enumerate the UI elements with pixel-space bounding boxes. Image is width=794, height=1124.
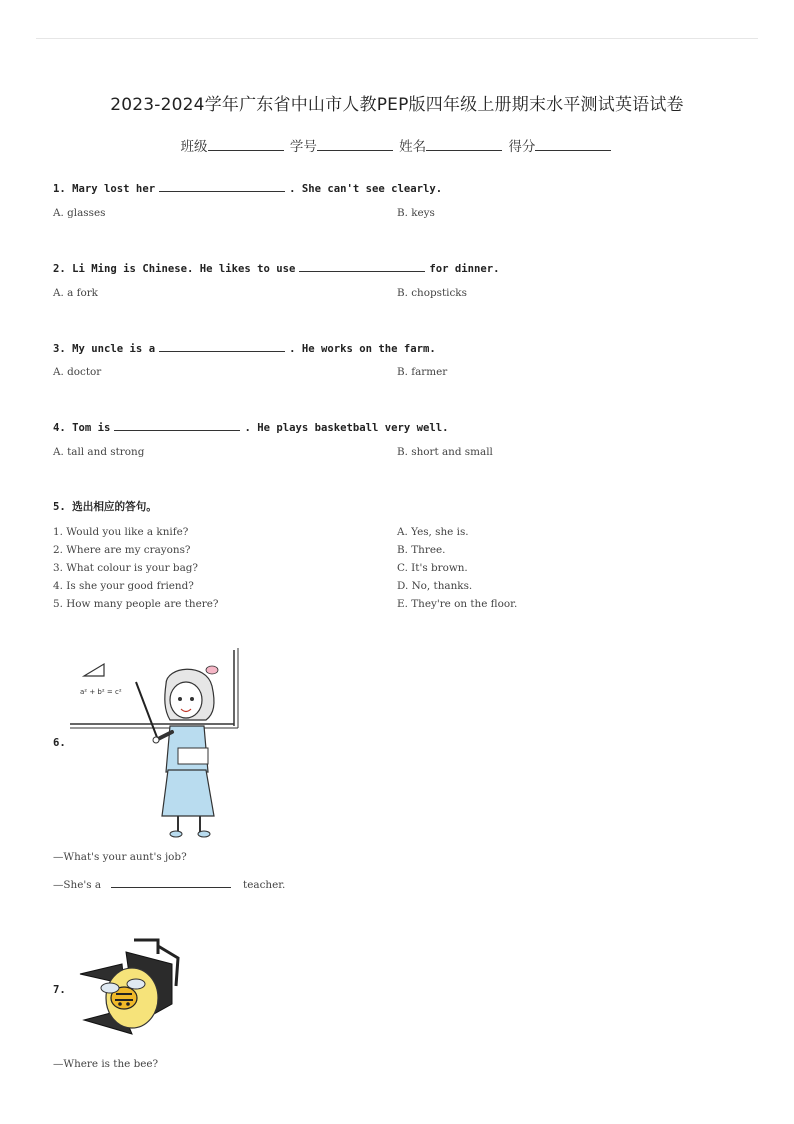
name-blank[interactable] (426, 136, 502, 151)
question-number: 2. (53, 263, 66, 275)
question-7-number: 7. (53, 984, 66, 996)
question-text-before: Mary lost her (72, 183, 156, 195)
question-number: 1. (53, 183, 66, 195)
question-number: 5. (53, 501, 66, 513)
match-left-item: 4. Is she your good friend? (53, 580, 194, 592)
question-text-after: for dinner. (429, 263, 500, 275)
option-a[interactable]: A. glasses (53, 207, 106, 219)
answer-blank[interactable] (159, 341, 285, 352)
question-2 (53, 261, 500, 275)
question-number: 4. (53, 422, 66, 434)
answer-blank[interactable] (159, 181, 285, 192)
q7-dialogue-line-1: —Where is the bee? (53, 1058, 159, 1070)
option-a[interactable]: A. tall and strong (53, 446, 145, 458)
q6-answer-blank[interactable] (111, 877, 231, 888)
q6-dialogue-line-1: —What's your aunt's job? (53, 851, 187, 863)
match-right-item: C. It's brown. (397, 562, 468, 574)
teacher-illustration (66, 644, 246, 844)
spotlight-bee-illustration (72, 934, 184, 1046)
match-right-item: B. Three. (397, 544, 446, 556)
class-blank[interactable] (208, 136, 284, 151)
class-label: 班级 (180, 139, 208, 155)
id-blank[interactable] (317, 136, 393, 151)
match-left-item: 1. Would you like a knife? (53, 526, 189, 538)
option-b[interactable]: B. farmer (397, 366, 448, 378)
q6-line2-before: —She's a (53, 879, 102, 891)
score-label: 得分 (508, 139, 536, 155)
match-right-item: E. They're on the floor. (397, 598, 518, 610)
match-right-item: D. No, thanks. (397, 580, 473, 592)
question-instruction: 选出相应的答句。 (72, 501, 157, 513)
question-text-after: . She can't see clearly. (289, 183, 443, 195)
option-a[interactable]: A. doctor (53, 366, 102, 378)
option-b[interactable]: B. short and small (397, 446, 493, 458)
student-info-row (0, 135, 794, 155)
q6-dialogue-line-2 (53, 877, 285, 891)
question-6-number: 6. (53, 737, 66, 749)
match-left-item: 5. How many people are there? (53, 598, 219, 610)
option-b[interactable]: B. keys (397, 207, 435, 219)
score-blank[interactable] (535, 136, 611, 151)
question-1 (53, 181, 442, 195)
question-text-after: . He works on the farm. (289, 343, 436, 355)
question-4 (53, 420, 449, 434)
top-divider (36, 38, 758, 39)
question-number: 3. (53, 343, 66, 355)
board-formula: a² + b² = c² (80, 688, 122, 696)
question-3 (53, 341, 436, 355)
answer-blank[interactable] (299, 261, 425, 272)
question-text-before: My uncle is a (72, 343, 156, 355)
option-a[interactable]: A. a fork (53, 287, 98, 299)
q6-line2-after: teacher. (243, 879, 286, 891)
question-text-before: Tom is (72, 422, 111, 434)
question-text-before: Li Ming is Chinese. He likes to use (72, 263, 296, 275)
match-left-item: 3. What colour is your bag? (53, 562, 198, 574)
id-label: 学号 (289, 139, 317, 155)
match-left-item: 2. Where are my crayons? (53, 544, 191, 556)
question-5 (53, 499, 157, 514)
page-title: 2023-2024学年广东省中山市人教PEP版四年级上册期末水平测试英语试卷 (110, 95, 684, 115)
question-text-after: . He plays basketball very well. (244, 422, 449, 434)
name-label: 姓名 (399, 139, 427, 155)
match-right-item: A. Yes, she is. (397, 526, 469, 538)
option-b[interactable]: B. chopsticks (397, 287, 467, 299)
answer-blank[interactable] (114, 420, 240, 431)
